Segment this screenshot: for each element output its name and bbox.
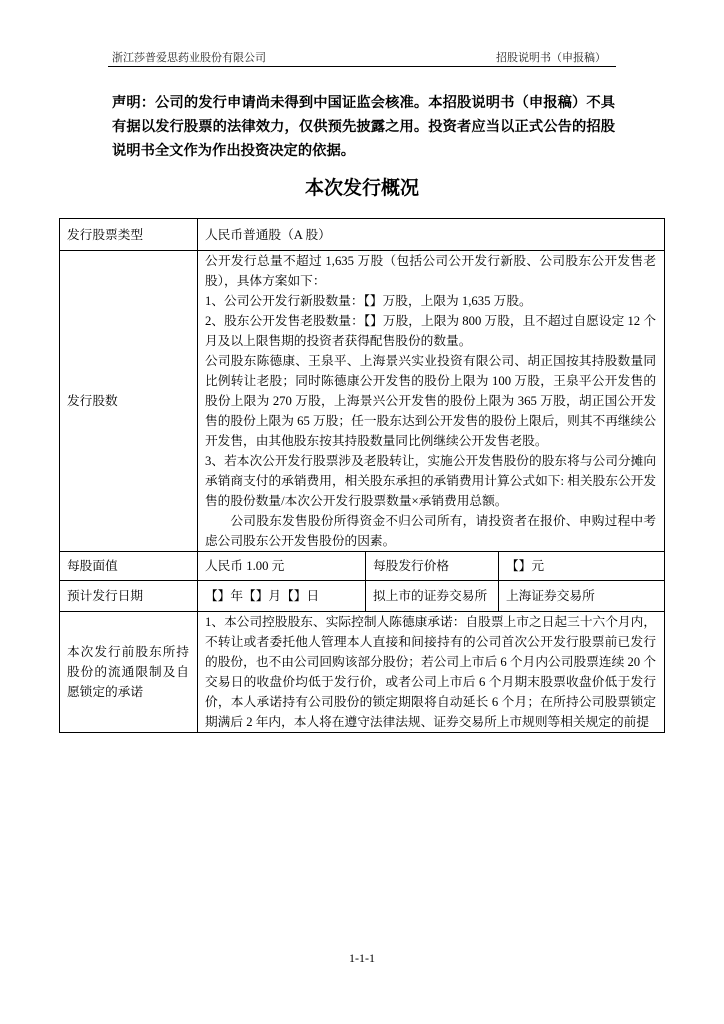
issue-price-label: 每股发行价格: [366, 552, 499, 581]
share-count-paragraph: 公司股东发售股份所得资金不归公司所有，请投资者在报价、申购过程中考虑公司股东公开发售股份的因素。: [205, 514, 657, 548]
share-count-paragraph: 2、股东公开发售老股数量：【】万股，上限为 800 万股，且不超过自愿设定 12 个月及以上限售期的投资者获得配售股份的数量。: [205, 314, 657, 348]
table-row-share-count: [60, 251, 665, 552]
share-count-paragraph: 公司股东陈德康、王泉平、上海景兴实业投资有限公司、胡正国按其持股数量同比例转让老股；同时陈德康公开发售的股份上限为 100 万股，王泉平公开发售的股份上限为 270 万股，上海景兴公开发售的股份上限为 365 万股，胡正国公开发售的股份上限为 65 万股；任一股东达到公开发售的股份上限后，则其不再继续公开发售，由其他股东按其持股数量同比例继续公开发售老股。: [205, 354, 657, 448]
share-count-paragraph: 3、若本次公开发行股票涉及老股转让，实施公开发售股份的股东将与公司分摊向承销商支付的承销费用，相关股东承担的承销费用计算公式如下: 相关股东公开发售的股份数量/本次公开发行股票数量×承销费用总额。: [205, 454, 657, 508]
exchange-label: 拟上市的证券交易所: [366, 581, 499, 612]
share-count-label: 发行股数: [60, 251, 198, 552]
issue-date-label: 预计发行日期: [60, 581, 198, 612]
lockup-paragraph: 1、本公司控股股东、实际控制人陈德康承诺：自股票上市之日起三十六个月内，不转让或者委托他人管理本人直接和间接持有的公司首次公开发行股票前已发行的股份，也不由公司回购该部分股份；若公司上市后 6 个月内公司股票连续 20 个交易日的收盘价均低于发行价，或者公司上市后 6 个月期末股票收盘价低于发行价，本人承诺持有公司股份的锁定期限将自动延长 6 个月；在所持公司股票锁定期满后 2 年内，本人将在遵守法律法规、证券交易所上市规则等相关规定的前提: [205, 615, 657, 729]
exchange-value: 上海证券交易所: [499, 581, 665, 612]
issue-date-value: 【】年【】月【】日: [198, 581, 366, 612]
table-row-stock-type: [60, 219, 665, 251]
table-row-lockup: [60, 612, 665, 733]
lockup-value: [198, 612, 665, 733]
header-document-title: 招股说明书（申报稿）: [496, 52, 606, 64]
share-count-paragraph: 公开发行总量不超过 1,635 万股（包括公司公开发行新股、公司股东公开发售老股），具体方案如下：: [205, 254, 657, 288]
par-value-label: 每股面值: [60, 552, 198, 581]
share-count-paragraph: 1、公司公开发行新股数量：【】万股，上限为 1,635 万股。: [205, 294, 532, 308]
lockup-label: 本次发行前股东所持股份的流通限制及自愿锁定的承诺: [60, 612, 198, 733]
issuance-overview-table: [59, 218, 665, 733]
page-number: 1-1-1: [349, 951, 375, 965]
share-count-value: [198, 251, 665, 552]
header-rule: [108, 66, 616, 67]
table-row-par-value: [60, 552, 665, 581]
par-value-value: 人民币 1.00 元: [198, 552, 366, 581]
section-title: 本次发行概况: [304, 177, 419, 199]
table-row-issue-date: [60, 581, 665, 612]
stock-type-value: 人民币普通股（A 股）: [198, 219, 665, 251]
stock-type-label: 发行股票类型: [60, 219, 198, 251]
header-company-name: 浙江莎普爱思药业股份有限公司: [112, 52, 266, 64]
issue-price-value: 【】元: [499, 552, 665, 581]
disclaimer-statement: 声明：公司的发行申请尚未得到中国证监会核准。本招股说明书（申报稿）不具有据以发行股票的法律效力，仅供预先披露之用。投资者应当以正式公告的招股说明书全文作为作出投资决定的依据。: [112, 95, 615, 159]
